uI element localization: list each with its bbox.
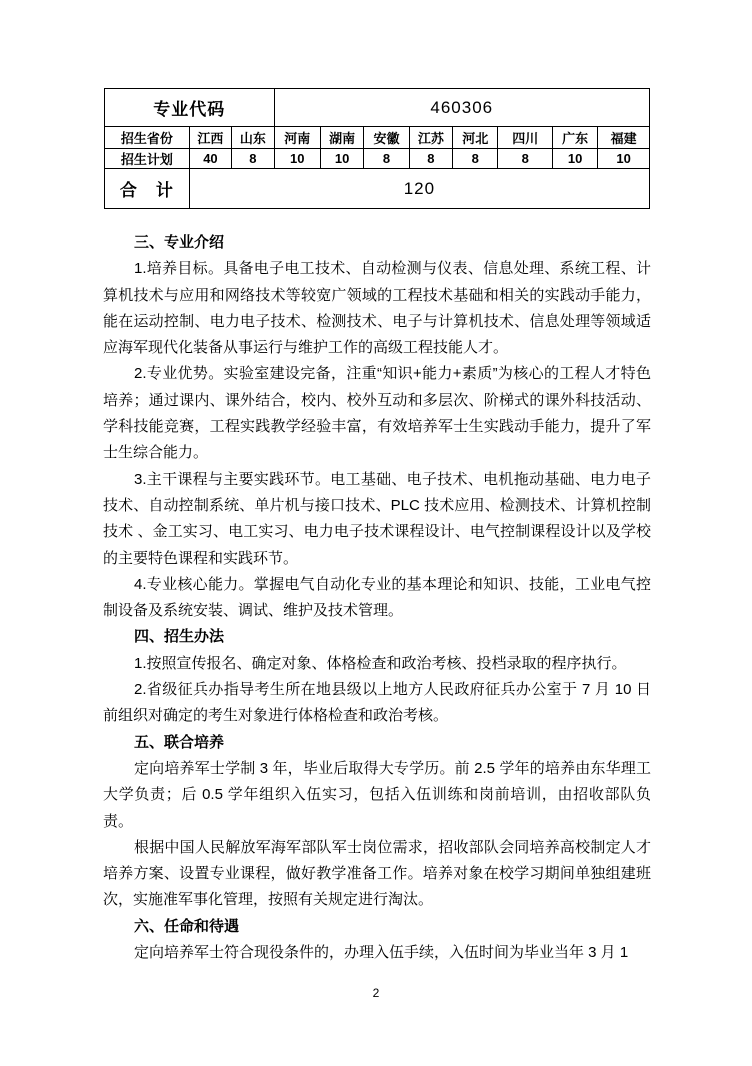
plan-row-label-cell: 招生计划 xyxy=(105,149,190,169)
section-heading: 五、联合培养 xyxy=(134,733,225,751)
enrollment-table xyxy=(104,88,650,209)
paragraph: 3.主干课程与主要实践环节。电工基础、电子技术、电机拖动基础、电力电子技术、自动控制系统、单片机与接口技术、PLC 技术应用、检测技术、计算机控制技术 、金工实习、电工实习、电力电子技术课程设计、电气控制课程设计以及学校的主要特色课程和实践环节。 xyxy=(103,470,651,567)
total-value-cell: 120 xyxy=(189,169,649,209)
province-cell: 四川 xyxy=(498,127,552,149)
document-body xyxy=(103,230,651,966)
paragraph: 根据中国人民解放军海军部队军士岗位需求，招收部队会同培养高校制定人才培养方案、设置专业课程，做好教学准备工作。培养对象在校学习期间单独组建班次，实施准军事化管理，按照有关规定进行淘汰。 xyxy=(103,838,651,909)
total-label-cell: 合 计 xyxy=(105,169,190,209)
plan-cell: 10 xyxy=(274,149,320,169)
plan-cell: 10 xyxy=(320,149,363,169)
province-cell: 广东 xyxy=(552,127,597,149)
province-cell: 河北 xyxy=(453,127,498,149)
table-row-plan xyxy=(105,149,650,169)
plan-cell: 10 xyxy=(552,149,597,169)
paragraph: 2.省级征兵办指导考生所在地县级以上地方人民政府征兵办公室于 7 月 10 日前组织对确定的考生对象进行体格检查和政治考核。 xyxy=(103,681,651,725)
plan-cell: 8 xyxy=(498,149,552,169)
province-cell: 福建 xyxy=(598,127,650,149)
table-row-major-code xyxy=(105,89,650,127)
paragraph: 定向培养军士学制 3 年，毕业后取得大专学历。前 2.5 学年的培养由东华理工大学负责；后 0.5 学年组织入伍实习，包括入伍训练和岗前培训，由招收部队负责。 xyxy=(103,759,651,830)
page-number: 2 xyxy=(372,986,380,1000)
province-row-label-cell: 招生省份 xyxy=(105,127,190,149)
paragraph: 1.培养目标。具备电子电工技术、自动检测与仪表、信息处理、系统工程、计算机技术与应用和网络技术等较宽广领域的工程技术基础和相关的实践动手能力，能在运动控制、电力电子技术、检测技术、电子与计算机技术、信息处理等领域适应海军现代化装备从事运行与维护工作的高级工程技能人才。 xyxy=(103,260,651,357)
plan-cell: 8 xyxy=(364,149,409,169)
section-heading: 三、专业介绍 xyxy=(134,234,225,251)
section-heading: 六、任命和待遇 xyxy=(134,917,240,935)
paragraph: 2.专业优势。实验室建设完备，注重“知识+能力+素质”为核心的工程人才特色培养；通过课内、课外结合，校内、校外互动和多层次、阶梯式的课外科技活动、学科技能竞赛，工程实践教学经验丰富，有效培养军士生实践动手能力，提升了军士生综合能力。 xyxy=(103,365,651,462)
plan-cell: 8 xyxy=(409,149,452,169)
plan-cell: 40 xyxy=(189,149,231,169)
major-code-label-cell: 专业代码 xyxy=(105,89,275,127)
province-cell: 山东 xyxy=(232,127,274,149)
major-code-value-cell: 460306 xyxy=(274,89,649,127)
plan-cell: 8 xyxy=(453,149,498,169)
province-cell: 江西 xyxy=(189,127,231,149)
plan-cell: 10 xyxy=(598,149,650,169)
paragraph: 定向培养军士符合现役条件的，办理入伍手续，入伍时间为毕业当年 3 月 1 xyxy=(134,944,629,962)
province-cell: 湖南 xyxy=(320,127,363,149)
province-cell: 江苏 xyxy=(409,127,452,149)
paragraph: 4.专业核心能力。掌握电气自动化专业的基本理论和知识、技能，工业电气控制设备及系统安装、调试、维护及技术管理。 xyxy=(103,575,651,620)
paragraph: 1.按照宣传报名、确定对象、体格检查和政治考核、投档录取的程序执行。 xyxy=(134,654,627,672)
table-row-total xyxy=(105,169,650,209)
section-heading: 四、招生办法 xyxy=(134,628,225,646)
province-cell: 安徽 xyxy=(364,127,409,149)
table-row-provinces xyxy=(105,127,650,149)
province-cell: 河南 xyxy=(274,127,320,149)
plan-cell: 8 xyxy=(232,149,274,169)
